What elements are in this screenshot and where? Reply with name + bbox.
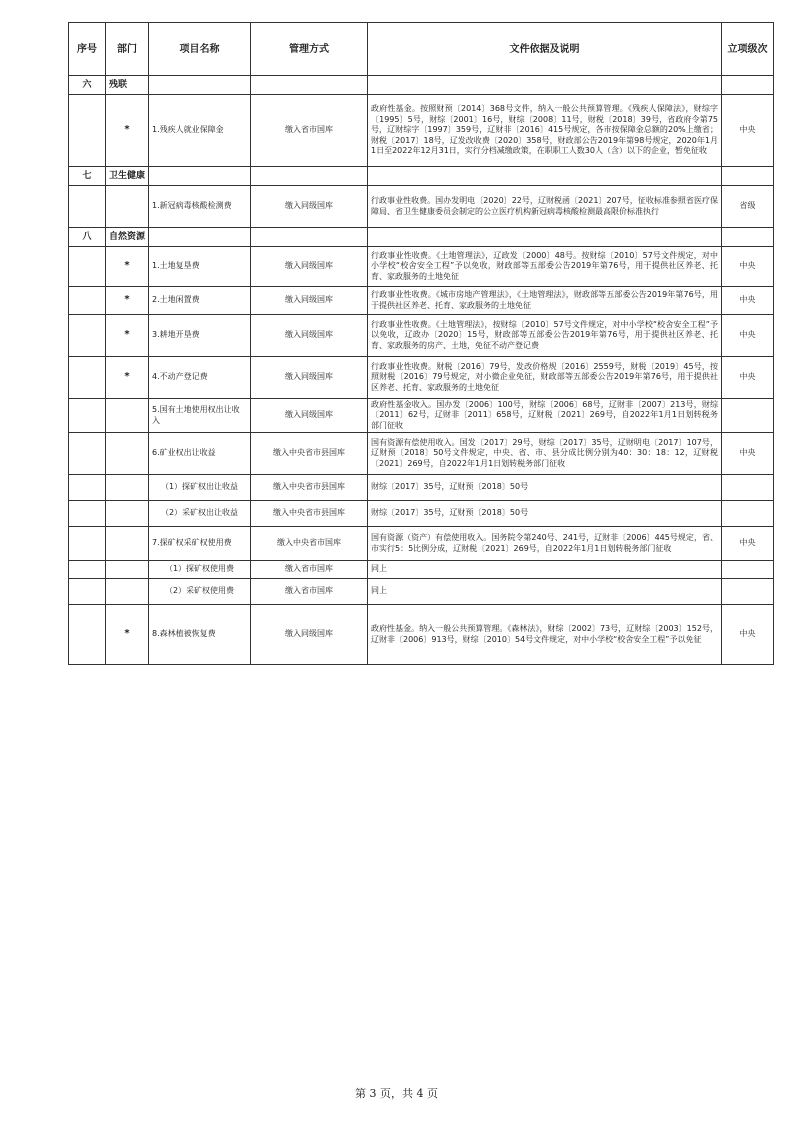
seq-cell bbox=[69, 399, 106, 433]
table-header-row bbox=[69, 23, 774, 76]
central-mark bbox=[106, 527, 149, 561]
central-mark: * bbox=[106, 247, 149, 287]
management-mode: 缴入中央省市国库 bbox=[251, 527, 368, 561]
approval-level: 中央 bbox=[722, 433, 774, 475]
header-level: 立项级次 bbox=[722, 23, 774, 76]
page-footer: 第 3 页，共 4 页 bbox=[355, 1087, 438, 1100]
item-name: 6.矿业权出让收益 bbox=[149, 433, 251, 475]
empty-cell bbox=[251, 228, 368, 247]
table-row bbox=[69, 527, 774, 561]
table-row bbox=[69, 501, 774, 527]
seq-cell bbox=[69, 247, 106, 287]
approval-level: 中央 bbox=[722, 95, 774, 167]
central-mark bbox=[106, 501, 149, 527]
central-mark bbox=[106, 579, 149, 605]
management-mode: 缴入同级国库 bbox=[251, 315, 368, 357]
section-seq: 六 bbox=[69, 76, 106, 95]
empty-cell bbox=[722, 228, 774, 247]
approval-level: 中央 bbox=[722, 527, 774, 561]
management-mode: 缴入省市国库 bbox=[251, 95, 368, 167]
basis-description: 财综〔2017〕35号，辽财预〔2018〕50号 bbox=[368, 475, 722, 501]
basis-description: 国有资源（资产）有偿使用收入。国务院令第240号、241号，辽财非〔2006〕445号规定，省、市实行5：5比例分成，辽财税〔2021〕269号，自2022年1月1日划转税务部门征收 bbox=[368, 527, 722, 561]
table-row bbox=[69, 247, 774, 287]
seq-cell bbox=[69, 315, 106, 357]
management-mode: 缴入同级国库 bbox=[251, 287, 368, 315]
empty-cell bbox=[368, 167, 722, 186]
seq-cell bbox=[69, 579, 106, 605]
basis-description: 同上 bbox=[368, 579, 722, 605]
basis-description: 同上 bbox=[368, 561, 722, 579]
section-row bbox=[69, 228, 774, 247]
basis-description: 政府性基金。纳入一般公共预算管理。《森林法》，财综〔2002〕73号，辽财综〔2003〕152号，辽财非〔2006〕913号，财综〔2010〕54号文件规定，对中小学校“校舍安全工程”予以免征 bbox=[368, 605, 722, 665]
item-name: （2）采矿权使用费 bbox=[149, 579, 251, 605]
empty-cell bbox=[149, 228, 251, 247]
management-mode: 缴入同级国库 bbox=[251, 605, 368, 665]
central-mark: * bbox=[106, 287, 149, 315]
empty-cell bbox=[722, 76, 774, 95]
central-mark: * bbox=[106, 95, 149, 167]
empty-cell bbox=[149, 76, 251, 95]
basis-description: 行政事业性收费。《城市房地产管理法》，《土地管理法》，财政部等五部委公告2019年第76号，用于提供社区养老、托育、家政服务的土地免征 bbox=[368, 287, 722, 315]
approval-level bbox=[722, 561, 774, 579]
item-name: 8.森林植被恢复费 bbox=[149, 605, 251, 665]
item-name: 4.不动产登记费 bbox=[149, 357, 251, 399]
empty-cell bbox=[149, 167, 251, 186]
seq-cell bbox=[69, 561, 106, 579]
basis-description: 政府性基金收入。国办发〔2006〕100号，财综〔2006〕68号，辽财非〔2007〕213号，财综〔2011〕62号，辽财非〔2011〕658号，辽财税〔2021〕269号，自2022年1月1日划转税务部门征收 bbox=[368, 399, 722, 433]
seq-cell bbox=[69, 287, 106, 315]
management-mode: 缴入中央省市县国库 bbox=[251, 501, 368, 527]
approval-level: 中央 bbox=[722, 357, 774, 399]
seq-cell bbox=[69, 357, 106, 399]
table-row bbox=[69, 605, 774, 665]
seq-cell bbox=[69, 95, 106, 167]
approval-level bbox=[722, 579, 774, 605]
approval-level: 省级 bbox=[722, 186, 774, 228]
header-name: 项目名称 bbox=[149, 23, 251, 76]
management-mode: 缴入省市国库 bbox=[251, 579, 368, 605]
approval-level: 中央 bbox=[722, 315, 774, 357]
item-name: 3.耕地开垦费 bbox=[149, 315, 251, 357]
central-mark: * bbox=[106, 315, 149, 357]
basis-description: 行政事业性收费。国办发明电〔2020〕22号，辽财税函〔2021〕207号，征收标准参照省医疗保障局、省卫生健康委员会制定的公立医疗机构新冠病毒核酸检测最高限价标准执行 bbox=[368, 186, 722, 228]
fee-table bbox=[68, 22, 774, 665]
basis-description: 行政事业性收费。《土地管理法》，按财综〔2010〕57号文件规定，对中小学校“校舍安全工程”予以免收，辽政办〔2020〕15号，财政部等五部委公告2019年第76号，用于提供社区养老、托育、家政服务的房产、土地，免征不动产登记费 bbox=[368, 315, 722, 357]
item-name: 1.土地复垦费 bbox=[149, 247, 251, 287]
management-mode: 缴入中央省市县国库 bbox=[251, 475, 368, 501]
section-dept: 卫生健康 bbox=[106, 167, 149, 186]
item-name: （2）采矿权出让收益 bbox=[149, 501, 251, 527]
section-row bbox=[69, 76, 774, 95]
basis-description: 行政事业性收费。《土地管理法》，辽政发〔2000〕48号。按财综〔2010〕57号文件规定，对中小学校“校舍安全工程”予以免收，财政部等五部委公告2019年第76号，用于提供社区养老、托育、家政服务的土地免征 bbox=[368, 247, 722, 287]
management-mode: 缴入同级国库 bbox=[251, 399, 368, 433]
management-mode: 缴入同级国库 bbox=[251, 247, 368, 287]
section-dept: 残联 bbox=[106, 76, 149, 95]
seq-cell bbox=[69, 527, 106, 561]
basis-description: 财综〔2017〕35号，辽财预〔2018〕50号 bbox=[368, 501, 722, 527]
section-row bbox=[69, 167, 774, 186]
approval-level bbox=[722, 475, 774, 501]
central-mark bbox=[106, 186, 149, 228]
basis-description: 行政事业性收费。财税〔2016〕79号，发改价格规〔2016〕2559号，财税〔2019〕45号，按照财税〔2016〕79号规定，对小微企业免征，财政部等五部委公告2019年第76号，用于提供社区养老、托育、家政服务的土地免征 bbox=[368, 357, 722, 399]
item-name: （1）探矿权使用费 bbox=[149, 561, 251, 579]
empty-cell bbox=[722, 167, 774, 186]
central-mark: * bbox=[106, 605, 149, 665]
table-row bbox=[69, 95, 774, 167]
approval-level: 中央 bbox=[722, 287, 774, 315]
section-dept: 自然资源 bbox=[106, 228, 149, 247]
item-name: 1.新冠病毒核酸检测费 bbox=[149, 186, 251, 228]
table-row bbox=[69, 357, 774, 399]
management-mode: 缴入中央省市县国库 bbox=[251, 433, 368, 475]
table-row bbox=[69, 186, 774, 228]
table-row bbox=[69, 579, 774, 605]
table-row bbox=[69, 399, 774, 433]
management-mode: 缴入同级国库 bbox=[251, 357, 368, 399]
item-name: 7.探矿权采矿权使用费 bbox=[149, 527, 251, 561]
seq-cell bbox=[69, 501, 106, 527]
seq-cell bbox=[69, 186, 106, 228]
approval-level bbox=[722, 399, 774, 433]
central-mark bbox=[106, 399, 149, 433]
management-mode: 缴入省市国库 bbox=[251, 561, 368, 579]
central-mark bbox=[106, 561, 149, 579]
table-body bbox=[69, 76, 774, 665]
section-seq: 八 bbox=[69, 228, 106, 247]
empty-cell bbox=[368, 228, 722, 247]
empty-cell bbox=[251, 76, 368, 95]
basis-description: 政府性基金。按照财预〔2014〕368号文件，纳入一般公共预算管理。《残疾人保障法》，财综字〔1995〕5号，财综〔2001〕16号，财综〔2008〕11号，财税〔2018〕39号，省政府令第75号，辽财综字〔1997〕359号，辽财非〔2016〕415号规定，各市按保障金总额的20%上缴省；财税〔2017〕18号，辽发改收费〔2020〕358号，财政部公告2019年第98号规定，2020年1月1日至2022年12月31日，实行分档减缴政策，在职职工人数30人（含）以下的企业，暂免征收 bbox=[368, 95, 722, 167]
empty-cell bbox=[368, 76, 722, 95]
table-row bbox=[69, 287, 774, 315]
empty-cell bbox=[251, 167, 368, 186]
section-seq: 七 bbox=[69, 167, 106, 186]
header-mode: 管理方式 bbox=[251, 23, 368, 76]
table-row bbox=[69, 475, 774, 501]
item-name: 2.土地闲置费 bbox=[149, 287, 251, 315]
table-row bbox=[69, 561, 774, 579]
approval-level: 中央 bbox=[722, 247, 774, 287]
management-mode: 缴入同级国库 bbox=[251, 186, 368, 228]
seq-cell bbox=[69, 433, 106, 475]
approval-level bbox=[722, 501, 774, 527]
approval-level: 中央 bbox=[722, 605, 774, 665]
item-name: （1）探矿权出让收益 bbox=[149, 475, 251, 501]
central-mark bbox=[106, 433, 149, 475]
header-basis: 文件依据及说明 bbox=[368, 23, 722, 76]
item-name: 1.残疾人就业保障金 bbox=[149, 95, 251, 167]
table-row bbox=[69, 433, 774, 475]
fee-table-container bbox=[68, 22, 773, 665]
central-mark: * bbox=[106, 357, 149, 399]
header-dept: 部门 bbox=[106, 23, 149, 76]
seq-cell bbox=[69, 475, 106, 501]
seq-cell bbox=[69, 605, 106, 665]
table-row bbox=[69, 315, 774, 357]
central-mark bbox=[106, 475, 149, 501]
basis-description: 国有资源有偿使用收入。国发〔2017〕29号，财综〔2017〕35号，辽财明电〔2017〕107号，辽财预〔2018〕50号文件规定，中央、省、市、县分成比例分别为40：30：18：12，辽财税〔2021〕269号，自2022年1月1日划转税务部门征收 bbox=[368, 433, 722, 475]
header-seq: 序号 bbox=[69, 23, 106, 76]
item-name: 5.国有土地使用权出让收入 bbox=[149, 399, 251, 433]
